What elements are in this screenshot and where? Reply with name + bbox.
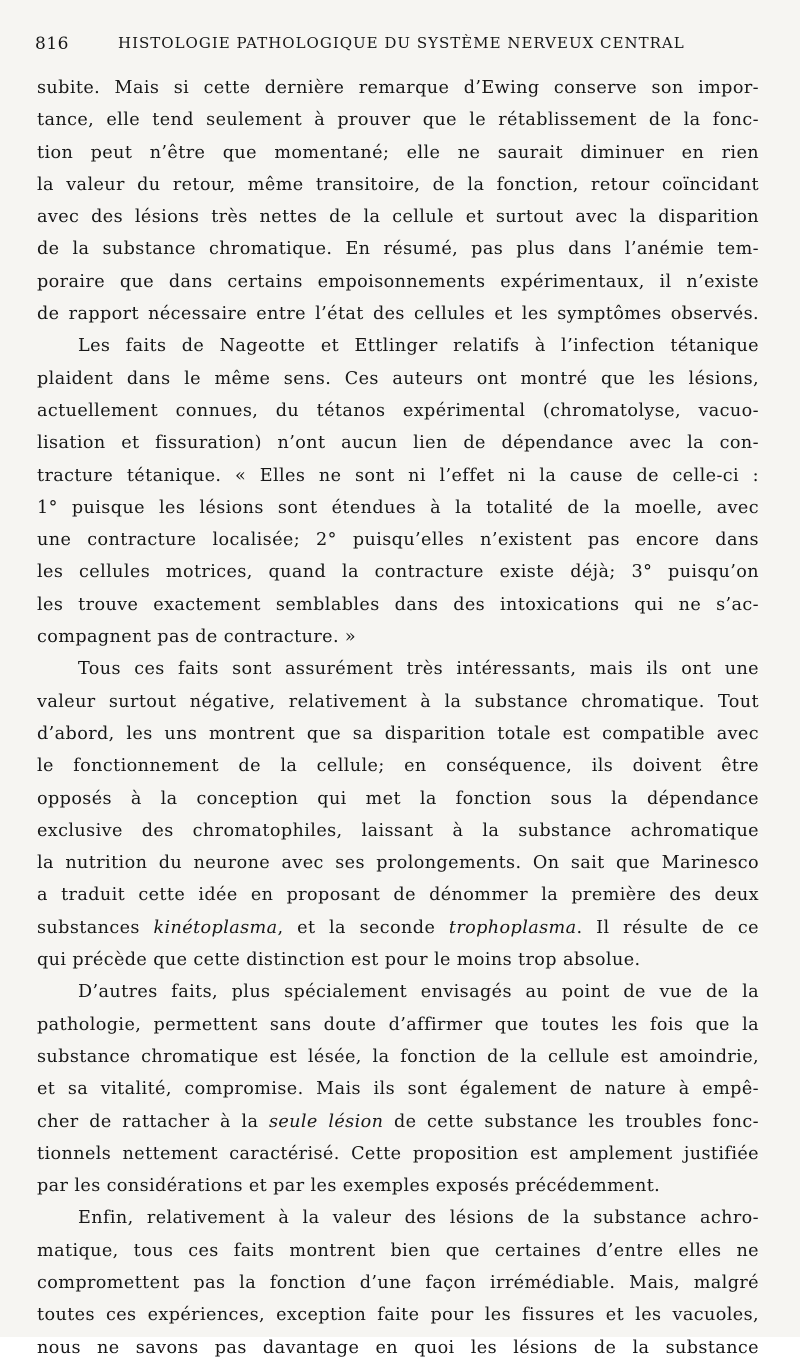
text-line: et sa vitalité, compromise. Mais ils sont également de nature à empê- bbox=[37, 1079, 759, 1100]
text-line: poraire que dans certains empoisonnements expérimentaux, il n’existe bbox=[37, 271, 759, 292]
text-line: plaident dans le même sens. Ces auteurs ont montré que les lésions, bbox=[37, 368, 759, 389]
text-line: tance, elle tend seulement à prouver que le rétablissement de la fonc- bbox=[37, 110, 759, 131]
text-line: de la substance chromatique. En résumé, pas plus dans l’anémie tem- bbox=[37, 239, 759, 260]
text-fragment: . Il résulte de ce bbox=[576, 917, 759, 938]
text-line: D’autres faits, plus spécialement envisagés au point de vue de la bbox=[78, 982, 759, 1003]
text-line: valeur surtout négative, relativement à la substance chromatique. Tout bbox=[37, 691, 759, 712]
text-fragment: de cette substance les troubles fonc- bbox=[383, 1111, 759, 1132]
page-number: 816 bbox=[35, 34, 69, 54]
text-line: compromettent pas la fonction d’une façon irrémédiable. Mais, malgré bbox=[37, 1272, 759, 1293]
text-fragment: , et la seconde bbox=[277, 917, 449, 938]
text-line: 1° puisque les lésions sont étendues à la totalité de la moelle, avec bbox=[37, 497, 759, 518]
text-fragment: substances bbox=[37, 917, 154, 938]
text-line: les trouve exactement semblables dans des intoxications qui ne s’ac- bbox=[37, 594, 759, 615]
text-line: de rapport nécessaire entre l’état des cellules et les symptômes observés. bbox=[37, 304, 759, 325]
text-line: par les considérations et par les exemples exposés précédemment. bbox=[37, 1176, 661, 1197]
text-line: compagnent pas de contracture. » bbox=[37, 627, 357, 648]
text-line: tionnels nettement caractérisé. Cette proposition est amplement justifiée bbox=[37, 1143, 759, 1164]
paragraph-1 bbox=[37, 72, 759, 330]
italic-emphasis: seule lésion bbox=[268, 1111, 384, 1132]
text-line: tion peut n’être que momentané; elle ne saurait diminuer en rien bbox=[37, 142, 759, 163]
text-line: une contracture localisée; 2° puisqu’elles n’existent pas encore dans bbox=[37, 530, 759, 551]
paragraph-5 bbox=[37, 1202, 759, 1363]
text-line: pathologie, permettent sans doute d’affirmer que toutes les fois que la bbox=[37, 1014, 759, 1035]
text-line: qui précède que cette distinction est pour le moins trop absolue. bbox=[37, 950, 641, 971]
italic-term-trophoplasma: trophoplasma bbox=[448, 917, 577, 938]
text-line: exclusive des chromatophiles, laissant à la substance achromatique bbox=[37, 820, 759, 841]
text-line-with-terms bbox=[37, 912, 759, 944]
text-line: nous ne savons pas davantage en quoi les lésions de la substance bbox=[37, 1337, 759, 1358]
paragraph-3 bbox=[37, 653, 759, 976]
paragraph-2 bbox=[37, 330, 759, 653]
text-line: toutes ces expériences, exception faite pour les fissures et les vacuoles, bbox=[37, 1305, 759, 1326]
text-line: opposés à la conception qui met la fonction sous la dépendance bbox=[37, 788, 759, 809]
text-line: a traduit cette idée en proposant de dénommer la première des deux bbox=[37, 885, 759, 906]
text-line: substance chromatique est lésée, la fonction de la cellule est amoindrie, bbox=[37, 1046, 759, 1067]
text-line: matique, tous ces faits montrent bien que certaines d’entre elles ne bbox=[37, 1240, 759, 1261]
text-line: tracture tétanique. « Elles ne sont ni l’effet ni la cause de celle-ci : bbox=[37, 465, 759, 486]
text-line: lisation et fissuration) n’ont aucun lien de dépendance avec la con- bbox=[37, 433, 759, 454]
running-title: HISTOLOGIE PATHOLOGIQUE DU SYSTÈME NERVEUX CENTRAL bbox=[118, 34, 685, 52]
text-line: la valeur du retour, même transitoire, de la fonction, retour coïncidant bbox=[37, 174, 759, 195]
text-line: la nutrition du neurone avec ses prolongements. On sait que Marinesco bbox=[37, 853, 759, 874]
paragraph-4 bbox=[37, 976, 759, 1202]
running-head bbox=[35, 34, 760, 60]
text-line: Enfin, relativement à la valeur des lésions de la substance achro- bbox=[78, 1208, 759, 1229]
text-line-with-emphasis bbox=[37, 1106, 759, 1138]
text-line: Tous ces faits sont assurément très intéressants, mais ils ont une bbox=[78, 659, 759, 680]
italic-term-kinetoplasma: kinétoplasma bbox=[153, 917, 278, 938]
text-line: subite. Mais si cette dernière remarque d’Ewing conserve son impor- bbox=[37, 78, 759, 98]
text-fragment: cher de rattacher à la bbox=[37, 1111, 269, 1132]
text-line: le fonctionnement de la cellule; en conséquence, ils doivent être bbox=[37, 756, 759, 777]
body-text bbox=[37, 72, 759, 1364]
text-line: Les faits de Nageotte et Ettlinger relatifs à l’infection tétanique bbox=[78, 336, 759, 357]
text-line: avec des lésions très nettes de la cellule et surtout avec la disparition bbox=[37, 207, 759, 228]
text-line: d’abord, les uns montrent que sa disparition totale est compatible avec bbox=[37, 723, 759, 744]
text-line: actuellement connues, du tétanos expérimental (chromatolyse, vacuo- bbox=[37, 400, 759, 421]
text-line: les cellules motrices, quand la contracture existe déjà; 3° puisqu’on bbox=[37, 562, 759, 583]
